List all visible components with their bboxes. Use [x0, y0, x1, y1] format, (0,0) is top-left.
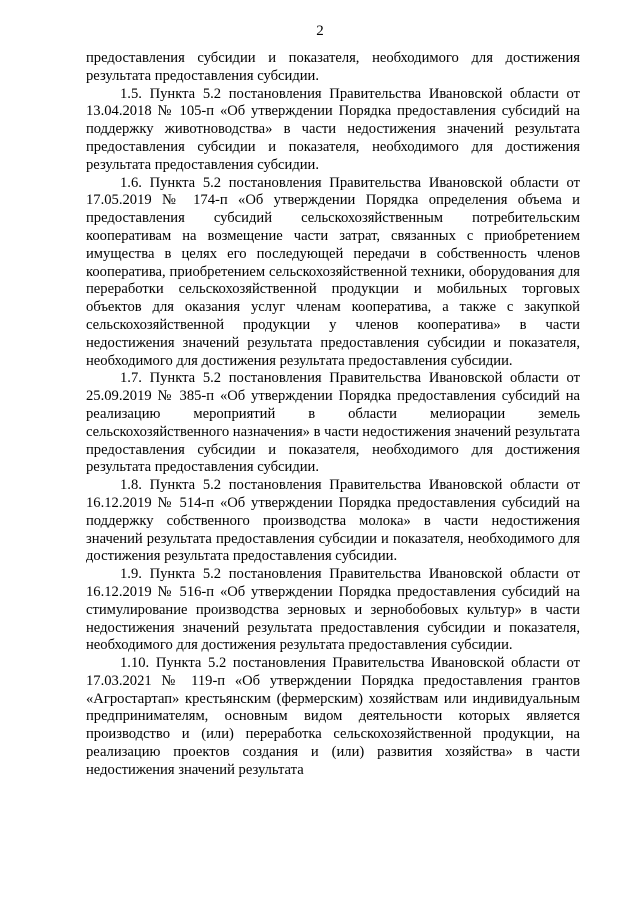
page-number: 2 — [316, 23, 324, 39]
paragraph-1-5: 1.5. Пункта 5.2 постановления Правительства Ивановской области от 13.04.2018 № 105-п «Об утверждении Порядка предоставления субсидий на поддержку животноводства» в части недостижения значений результата предоставления субсидии и показателя, необходимого для достижения результата предоставления субсидии. — [86, 85, 580, 173]
paragraph-1-6: 1.6. Пункта 5.2 постановления Правительства Ивановской области от 17.05.2019 № 174-п «Об утверждении Порядка определения объема и предоставления субсидий сельскохозяйственным потребительским кооперативам на возмещение части затрат, связанных с приобретением имущества в целях его последующей передачи в собственность членов кооператива, приобретением сельскохозяйственной техники, оборудования для переработки сельскохозяйственной продукции и мобильных торговых объектов для оказания услуг членам кооператива, а также с закупкой сельскохозяйственной продукции у членов кооператива» в части недостижения значений результата предоставления субсидии и показателя, необходимого для достижения результата предоставления субсидии. — [86, 174, 580, 369]
paragraph-1-10: 1.10. Пункта 5.2 постановления Правительства Ивановской области от 17.03.2021 № 119-п «Об утверждении Порядка предоставления грантов «Агростартап» крестьянским (фермерским) хозяйствам или индивидуальным предпринимателям, основным видом деятельности которых является производство и (или) переработка сельскохозяйственной продукции, на реализацию проектов создания и (или) развития хозяйства» в части недостижения значений результата — [86, 655, 580, 778]
paragraph-1-8: 1.8. Пункта 5.2 постановления Правительства Ивановской области от 16.12.2019 № 514-п «Об утверждении Порядка предоставления субсидий на поддержку собственного производства молока» в части недостижения значений результата предоставления субсидии и показателя, необходимого для достижения результата предоставления субсидии. — [86, 477, 580, 565]
paragraph-1-9: 1.9. Пункта 5.2 постановления Правительства Ивановской области от 16.12.2019 № 516-п «Об утверждении Порядка предоставления субсидий на стимулирование производства зерновых и зернобобовых культур» в части недостижения значений результата предоставления субсидии и показателя, необходимого для достижения результата предоставления субсидии. — [86, 566, 580, 654]
paragraph-1-7: 1.7. Пункта 5.2 постановления Правительства Ивановской области от 25.09.2019 № 385-п «Об утверждении Порядка предоставления субсидий на реализацию мероприятий в области мелиорации земель сельскохозяйственного назначения» в части недостижения значений результата предоставления субсидии и показателя, необходимого для достижения результата предоставления субсидии. — [86, 370, 580, 476]
paragraph-continuation: предоставления субсидии и показателя, необходимого для достижения результата предоставления субсидии. — [86, 50, 580, 84]
document-body — [86, 50, 580, 780]
